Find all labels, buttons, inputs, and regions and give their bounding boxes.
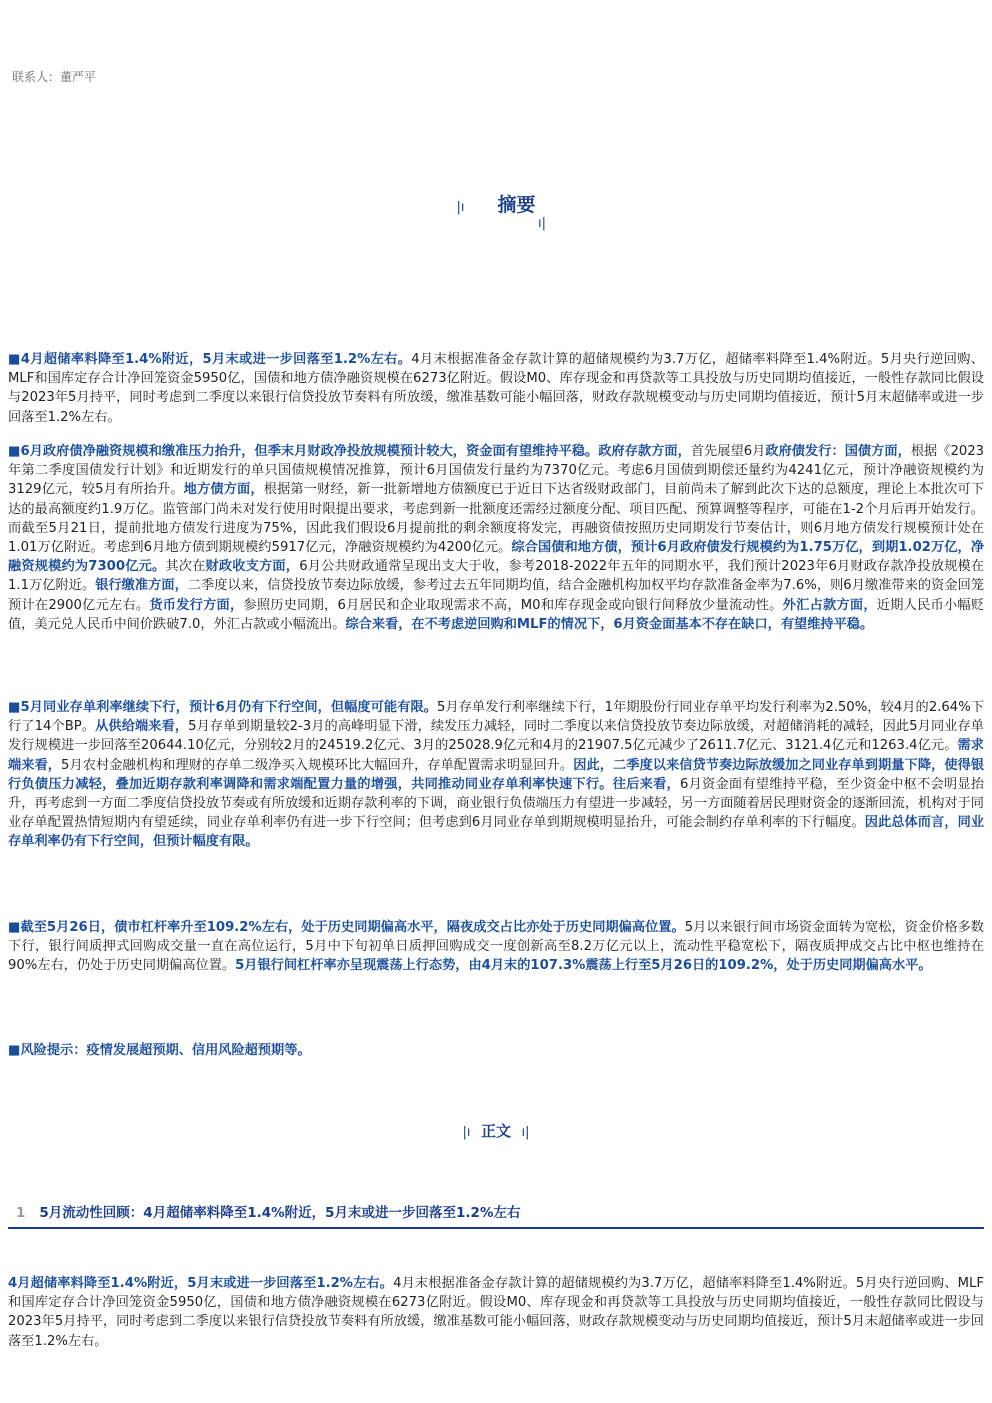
p2-s5: 根据《2023年第二季度国债发行计划》和近期发行的单只国债规模情况推算，预计6月国债发行量约为7370亿元。考虑6月国债到期偿还量约为4241亿元，预计净融资规模约为3129亿元，较5月有所抬升。 <box>8 444 985 498</box>
p2-s7: 根据第一财经，新一批新增地方债额度已于近日下达省级财政部门，目前尚未了解到此次下达的总额度，理论上本批次可下达的最高额度约1.9万亿。监管部门尚未对发行使用时限提出要求，考虑到新一批额度还需经过额度分配、项目匹配、预算调整等程序，可能在1-2个月后再开始发行。而截至5月21日，提前批地方债发行进度为75%，因此我们假设6月提前批的剩余额度将发完，再融资债按照历史同期发行节奏估计，则6月地方债发行规模预计处在1.01万亿附近。考虑到6月地方债到期规模约5917亿元，净融资规模约为4200亿元。 <box>8 482 985 556</box>
p3-s6: 5月农村金融机构和理财的存单二级净买入规模环比大幅回升，存单配置需求明显回升。 <box>61 757 574 773</box>
p2-s3: 首先展望6月 <box>690 444 766 459</box>
p5-text: 4月末根据准备金存款计算的超储规模约为3.7万亿，超储率料降至1.4%附近。5月央行逆回购、MLF和国库定存合计净回笼资金5950亿，国债和地方债净融资规模在6273亿附近。假设M0、库存现金和再贷款等工具投放与历史同期均值接近，一般性存款同比假设与2023年5月持平，同时考虑到二季度以来银行信贷投放节奏料有所放缓，缴准基数可能小幅回落，财政存款规模变动与历史同期均值接近，预计5月末超储率或进一步回落至1.2%左右。 <box>8 1276 984 1349</box>
abstract-heading <box>0 190 992 217</box>
abstract-paragraph-2 <box>8 442 984 634</box>
abstract-paragraph-4 <box>8 918 984 976</box>
p2-s8: 综合国债和地方债，预计6月政府债发行规模约为1.75万亿，到期1.02万亿，净融资规模约为7300亿元。 <box>8 540 985 575</box>
section-1-header <box>8 1201 984 1229</box>
p2-s15: 参照历史同期，6月居民和企业取现需求不高，M0和库存现金或向银行间释放少量流动性。 <box>243 597 783 613</box>
p3-s4: 5月存单到期量较2-3月的高峰明显下滑，续发压力减轻，同时二季度以来信贷投放节奏边际放缓，对超储消耗的减轻，因此5月同业存单发行规模进一步回落至20644.10亿元，分别较2月的24519.2亿元、3月的25028.9亿元和4月的21907.5亿元减少了2611.7亿元、3121.4亿元和1263.4亿元。 <box>8 719 984 754</box>
section-1-paragraph <box>8 1274 984 1351</box>
p2-s17: 近期人民币小幅贬值，美元兑人民币中间价跌破7.0，外汇占款或小幅流出。 <box>8 597 985 632</box>
p2-s6: 地方债方面， <box>183 482 264 498</box>
p3-s5: 需求端来看， <box>8 738 984 773</box>
p2-s14: 货币发行方面， <box>149 597 244 613</box>
body-heading-bar-left: |ı <box>462 1125 471 1140</box>
risk-warning <box>8 1041 984 1060</box>
abstract-title: 摘要 <box>497 194 536 216</box>
section-title: 5月流动性回顾：4月超储率料降至1.4%附近，5月末或进一步回落至1.2%左右 <box>39 1205 521 1221</box>
p5-lead: 4月超储率料降至1.4%附近，5月末或进一步回落至1.2%左右。 <box>8 1276 394 1291</box>
p2-s16: 外汇占款方面， <box>782 597 877 613</box>
section-number: 1 <box>16 1205 26 1221</box>
abstract-paragraph-1 <box>8 350 984 427</box>
body-title: 正文 <box>480 1122 511 1140</box>
p4-s1: ■截至5月26日，债市杠杆率升至109.2%左右，处于历史同期偏高水平，隔夜成交占比亦处于历史同期偏高位置。 <box>8 920 685 935</box>
p3-s7: 因此，二季度以来信贷节奏边际放缓加之同业存单到期量下降，使得银行负债压力减轻，叠加近期存款利率调降和需求端配置力量的增强，共同推动同业存单利率快速下行。往后来看， <box>8 757 985 792</box>
p1-text: 4月末根据准备金存款计算的超储规模约为3.7万亿，超储率料降至1.4%附近。5月央行逆回购、MLF和国库定存合计净回笼资金5950亿，国债和地方债净融资规模在6273亿附近。假设M0、库存现金和再贷款等工具投放与历史同期均值接近，一般性存款同比假设与2023年5月持平，同时考虑到二季度以来银行信贷投放节奏料有所放缓，缴准基数可能小幅回落，财政存款规模变动与历史同期均值接近，预计5月末超储率或进一步回落至1.2%左右。 <box>8 352 984 425</box>
heading-bar-right: ı| <box>538 216 546 231</box>
p3-s2: 5月存单发行利率继续下行，1年期股份行同业存单平均发行利率为2.50%，较4月的2.64%下行了14个BP。 <box>8 700 984 735</box>
body-heading <box>0 1120 992 1141</box>
p3-s8: 6月资金面有望维持平稳，至少资金中枢不会明显抬升，再考虑到一方面二季度信贷投放节奏或有所放缓和近期存款利率的下调，商业银行负债端压力有望进一步减轻，另一方面随着居民理财资金的逐渐回流，机构对于同业存单配置热情短期内有望延续，同业存单利率仍有进一步下行空间；但考虑到6月同业存单到期规模明显抬升，可能会制约存单利率的下行幅度。 <box>8 776 985 831</box>
body-heading-bar-right: ı| <box>521 1125 530 1140</box>
p2-s4: 政府债发行：国债方面， <box>765 444 911 459</box>
contact-person: 联系人：董严平 <box>12 70 97 84</box>
p4-s3: 5月银行间杠杆率亦呈现震荡上行态势，由4月末的107.3%震荡上行至5月26日的109.2%，处于历史同期偏高水平。 <box>235 958 932 974</box>
p2-s18: 综合来看，在不考虑逆回购和MLF的情况下，6月资金面基本不存在缺口，有望维持平稳。 <box>345 616 874 632</box>
p2-s9: 其次在 <box>165 559 206 575</box>
p4-s2: 5月以来银行间市场资金面转为宽松，资金价格多数下行，银行间质押式回购成交量一直在高位运行，5月中下旬初单日质押回购成交一度创新高至8.2万亿元以上，流动性平稳宽松下，隔夜质押成交占比中枢也维持在90%左右，仍处于历史同期偏高位置。 <box>8 920 984 974</box>
p2-s1: ■6月政府债净融资规模和缴准压力抬升，但季末月财政净投放规模预计较大，资金面有望维持平稳。 <box>8 444 599 459</box>
p2-s13: 二季度以来，信贷投放节奏边际放缓，参考过去五年同期均值，结合金融机构加权平均存款准备金率为7.6%，则6月缴准带来的资金回笼预计在2900亿元左右。 <box>8 578 985 613</box>
p3-s9: 因此总体而言，同业存单利率仍有下行空间，但预计幅度有限。 <box>8 815 985 850</box>
p3-s3: 从供给端来看， <box>95 719 189 735</box>
abstract-paragraph-3 <box>8 698 984 852</box>
p2-s12: 银行缴准方面， <box>95 578 188 594</box>
p2-s2: 政府存款方面， <box>598 444 691 459</box>
p2-s11: 6月公共财政通常呈现出支大于收，参考2018-2022年五年的同期水平，我们预计2023年6月财政存款净投放规模在1.1万亿附近。 <box>8 559 985 594</box>
p3-s1: ■5月同业存单利率继续下行，预计6月仍有下行空间，但幅度可能有限。 <box>8 700 437 715</box>
p1-lead: ■4月超储率料降至1.4%附近，5月末或进一步回落至1.2%左右。 <box>8 352 412 367</box>
heading-bar-left: |ı <box>456 200 465 215</box>
p2-s10: 财政收支方面， <box>205 559 300 575</box>
risk-text: ■风险提示：疫情发展超预期、信用风险超预期等。 <box>8 1043 311 1058</box>
